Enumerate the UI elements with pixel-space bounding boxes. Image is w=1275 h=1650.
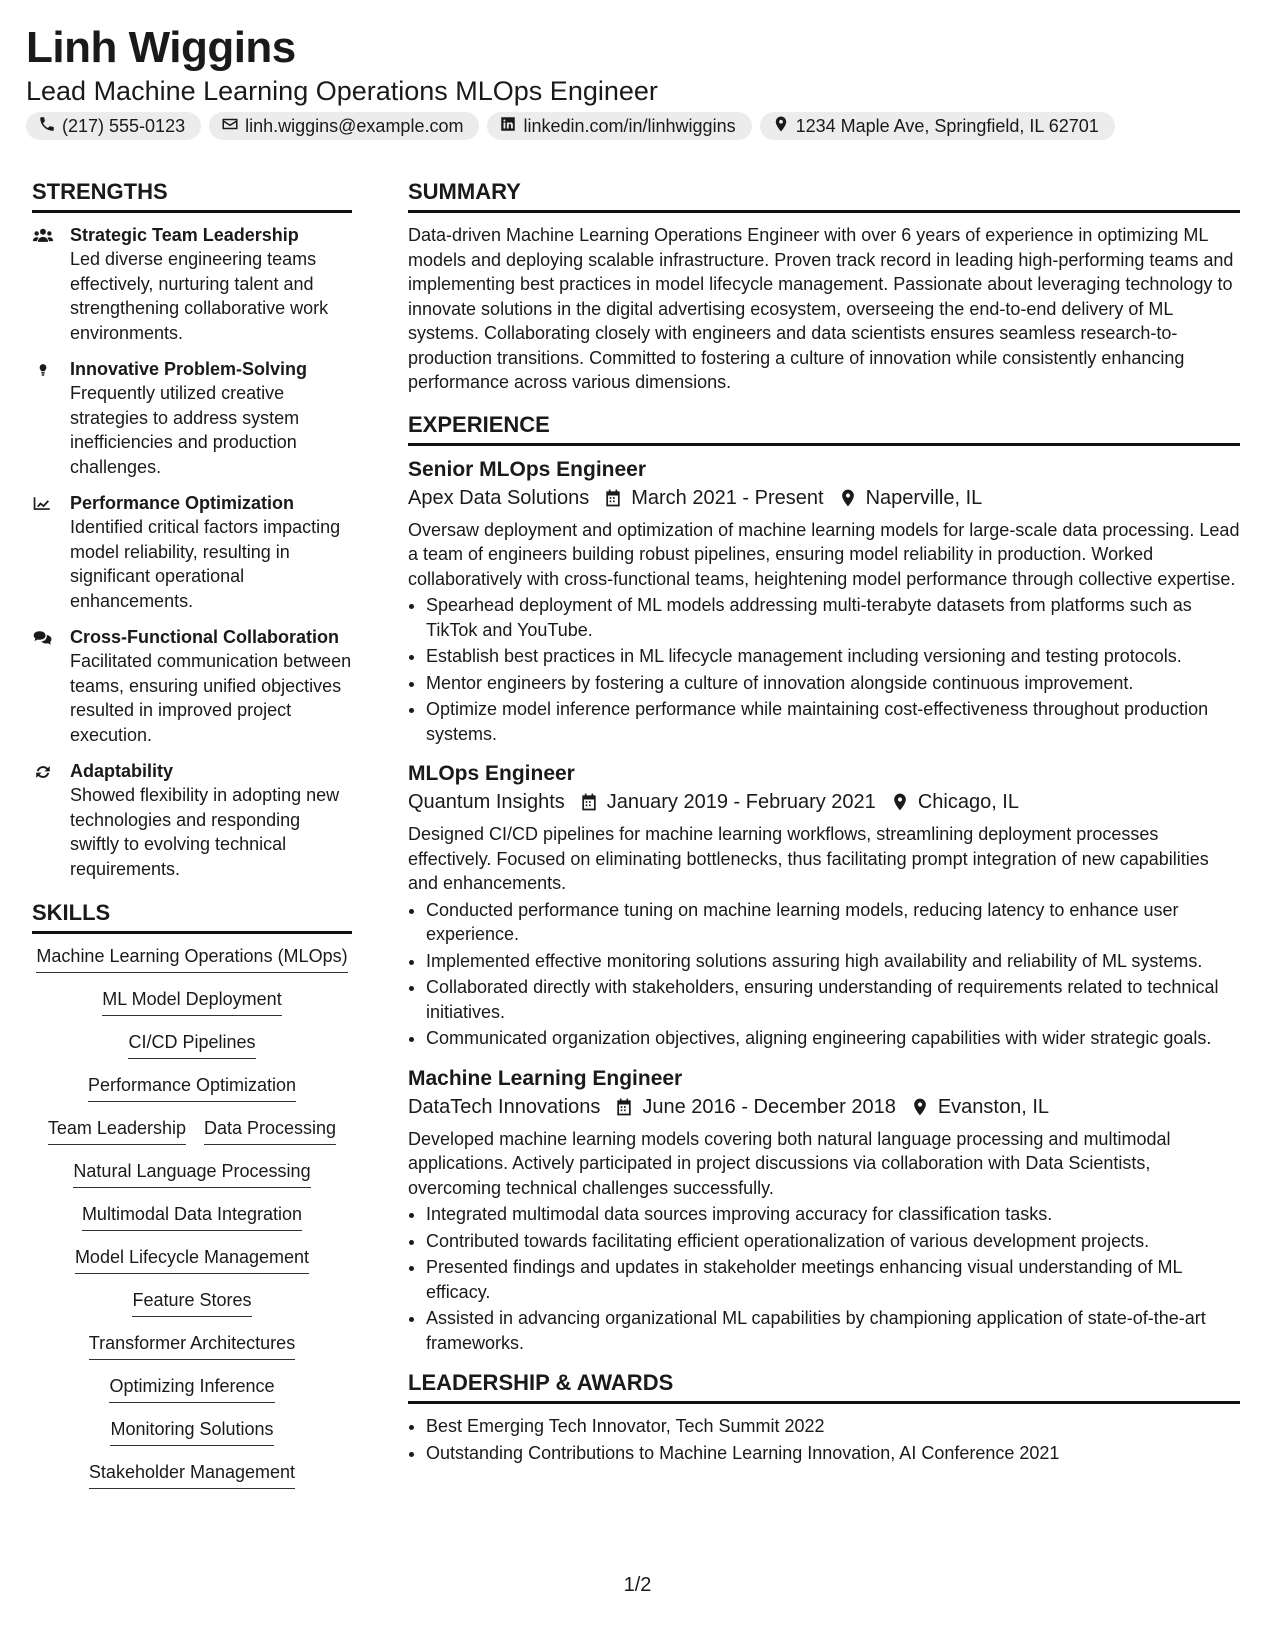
- job-entry: [408, 760, 1240, 1051]
- skill-tag: Machine Learning Operations (MLOps): [36, 944, 348, 973]
- skill-tag: Stakeholder Management: [89, 1460, 295, 1489]
- map-pin-icon: [890, 792, 910, 812]
- job-bullet: • Conducted performance tuning on machine learning models, reducing latency to enhance user experience.: [426, 898, 1240, 947]
- job-bullets: [408, 593, 1240, 746]
- company-name: DataTech Innovations: [408, 1095, 601, 1118]
- strength-title: Innovative Problem-Solving: [70, 359, 308, 379]
- right-column: [408, 178, 1240, 1467]
- job-description: Designed CI/CD pipelines for machine learning workflows, streamlining deployment processes effectively. Focused on eliminating bottlenecks, thus facilitating prompt integration of new capabilities and enhancements.: [408, 824, 1209, 893]
- company-name: Quantum Insights: [408, 791, 565, 813]
- strength-item: [32, 759, 352, 881]
- strength-title: Cross-Functional Collaboration: [70, 627, 340, 647]
- job-bullets: [408, 1202, 1240, 1355]
- strength-title: Performance Optimization: [70, 493, 295, 513]
- strength-item: [32, 357, 352, 479]
- skill-tag: Optimizing Inference: [109, 1374, 274, 1403]
- job-title-headline: Lead Machine Learning Operations MLOps Engineer: [26, 76, 658, 106]
- map-pin-icon: [772, 115, 790, 138]
- job-description: Developed machine learning models covering both natural language processing and multimodal applications. Actively participated in project discussions via collaboration with Data Scientists, overcoming technical challenges successfully.: [408, 1128, 1171, 1198]
- strength-item: [32, 491, 352, 613]
- strength-desc: Facilitated communication between teams, ensuring unified objectives resulted in improved project execution.: [70, 651, 352, 745]
- email-text: linh.wiggins@example.com: [245, 115, 464, 136]
- job-bullet: • Presented findings and updates in stakeholder meetings enhancing visual understanding of ML efficacy.: [426, 1255, 1240, 1304]
- map-pin-icon: [910, 1097, 930, 1117]
- contact-phone[interactable]: [26, 112, 201, 140]
- phone-icon: [38, 115, 56, 138]
- contact-email[interactable]: [209, 112, 479, 140]
- strength-desc: Showed flexibility in adopting new technologies and responding swiftly to evolving technical requirements.: [70, 785, 340, 879]
- awards-heading: LEADERSHIP & AWARDS: [408, 1369, 1240, 1404]
- phone-text: (217) 555-0123: [62, 115, 186, 136]
- job-location: Evanston, IL: [937, 1095, 1050, 1118]
- sync-icon: [32, 759, 70, 881]
- skill-tag: CI/CD Pipelines: [128, 1030, 255, 1059]
- strength-desc: Led diverse engineering teams effectively, nurturing talent and strengthening collaborative work environments.: [70, 249, 329, 343]
- contact-linkedin[interactable]: [487, 112, 751, 140]
- job-meta: [408, 788, 1240, 816]
- strength-desc: Identified critical factors impacting model reliability, resulting in significant operational enhancements.: [70, 517, 341, 611]
- page-number: 1/2: [623, 1574, 652, 1596]
- comments-icon: [32, 625, 70, 747]
- job-meta: [408, 1093, 1240, 1121]
- job-bullet: • Assisted in advancing organizational ML capabilities by championing application of state-of-the-art frameworks.: [426, 1306, 1240, 1355]
- calendar-icon: [603, 488, 623, 508]
- skill-tag: Data Processing: [204, 1116, 336, 1145]
- award-item: • Best Emerging Tech Innovator, Tech Summit 2022: [426, 1414, 1240, 1439]
- job-title: MLOps Engineer: [408, 762, 575, 785]
- job-meta: [408, 484, 1240, 512]
- skill-tag: Feature Stores: [132, 1288, 251, 1317]
- skill-tag: Performance Optimization: [88, 1073, 296, 1102]
- job-title: Senior MLOps Engineer: [408, 457, 647, 481]
- skills-list: [32, 944, 352, 1489]
- job-bullet: • Implemented effective monitoring solutions assuring high availability and reliability of ML systems.: [426, 949, 1240, 974]
- job-entry: [408, 456, 1240, 747]
- job-description: Oversaw deployment and optimization of machine learning models for large-scale data processing. Lead a team of engineers building robust pipelines, ensuring model reliability in production. Worked collaboratively with cross-functional teams, heightening model performance through collective expertise.: [408, 519, 1240, 589]
- strength-item: [32, 223, 352, 345]
- resume-header: [26, 22, 1249, 140]
- skill-tag: ML Model Deployment: [102, 987, 281, 1016]
- skill-tag: Team Leadership: [48, 1116, 186, 1145]
- job-bullet: • Collaborated directly with stakeholders, ensuring understanding of requirements related to technical initiatives.: [426, 975, 1240, 1024]
- job-dates: January 2019 - February 2021: [606, 791, 876, 813]
- company-name: Apex Data Solutions: [408, 486, 590, 509]
- skill-tag: Multimodal Data Integration: [82, 1202, 302, 1231]
- contact-address[interactable]: [760, 112, 1115, 140]
- strength-item: [32, 625, 352, 747]
- award-item: • Outstanding Contributions to Machine Learning Innovation, AI Conference 2021: [426, 1441, 1240, 1466]
- experience-heading: EXPERIENCE: [408, 411, 1240, 446]
- calendar-icon: [614, 1097, 634, 1117]
- skill-tag: Monitoring Solutions: [110, 1417, 273, 1446]
- lightbulb-icon: [32, 357, 70, 479]
- job-bullet: • Mentor engineers by fostering a culture of innovation alongside continuous improvement.: [426, 671, 1240, 696]
- job-bullet: • Establish best practices in ML lifecycle management including versioning and testing protocols.: [426, 644, 1240, 669]
- job-location: Chicago, IL: [917, 791, 1019, 813]
- job-dates: June 2016 - December 2018: [642, 1095, 896, 1118]
- job-location: Naperville, IL: [865, 486, 983, 509]
- candidate-name: Linh Wiggins: [26, 23, 296, 72]
- job-bullets: [408, 898, 1240, 1051]
- map-pin-icon: [838, 488, 858, 508]
- awards-list: [408, 1414, 1240, 1465]
- job-entry: [408, 1065, 1240, 1356]
- linkedin-icon: [499, 115, 517, 138]
- strength-desc: Frequently utilized creative strategies to address system inefficiencies and production challenges.: [70, 383, 300, 477]
- contact-bar: [26, 112, 1249, 140]
- job-bullet: • Spearhead deployment of ML models addressing multi-terabyte datasets from platforms such as TikTok and YouTube.: [426, 593, 1240, 642]
- job-bullet: • Communicated organization objectives, aligning engineering capabilities with wider strategic goals.: [426, 1026, 1240, 1051]
- users-icon: [32, 223, 70, 345]
- job-bullet: • Integrated multimodal data sources improving accuracy for classification tasks.: [426, 1202, 1240, 1227]
- skill-tag: Transformer Architectures: [89, 1331, 295, 1360]
- strengths-heading: STRENGTHS: [32, 178, 352, 213]
- summary-heading: SUMMARY: [408, 178, 1240, 213]
- skill-tag: Model Lifecycle Management: [75, 1245, 309, 1274]
- job-bullet: • Optimize model inference performance while maintaining cost-effectiveness throughout production systems.: [426, 697, 1240, 746]
- linkedin-text: linkedin.com/in/linhwiggins: [523, 115, 736, 136]
- skill-tag: Natural Language Processing: [73, 1159, 310, 1188]
- strength-title: Strategic Team Leadership: [70, 225, 299, 245]
- left-column: [32, 178, 352, 1503]
- envelope-icon: [221, 115, 239, 138]
- skills-heading: SKILLS: [32, 899, 352, 934]
- calendar-icon: [579, 792, 599, 812]
- address-text: 1234 Maple Ave, Springfield, IL 62701: [795, 115, 1099, 136]
- summary-text: Data-driven Machine Learning Operations Engineer with over 6 years of experience in optimizing ML models and deploying scalable infrastructure. Proven track record in leading high-performing teams and implementing best practices in model lifecycle management. Passionate about leveraging technology to innovate solutions in the digital advertising ecosystem, overseeing the end-to-end delivery of ML systems. Collaborating closely with engineers and data scientists ensures seamless research-to-production transitions. Committed to fostering a culture of innovation while consistently enhancing performance across various dimensions.: [408, 225, 1234, 392]
- strength-title: Adaptability: [70, 761, 174, 781]
- job-bullet: • Contributed towards facilitating efficient operationalization of various development projects.: [426, 1229, 1240, 1254]
- job-dates: March 2021 - Present: [631, 486, 824, 509]
- chart-line-icon: [32, 491, 70, 613]
- job-title: Machine Learning Engineer: [408, 1066, 683, 1090]
